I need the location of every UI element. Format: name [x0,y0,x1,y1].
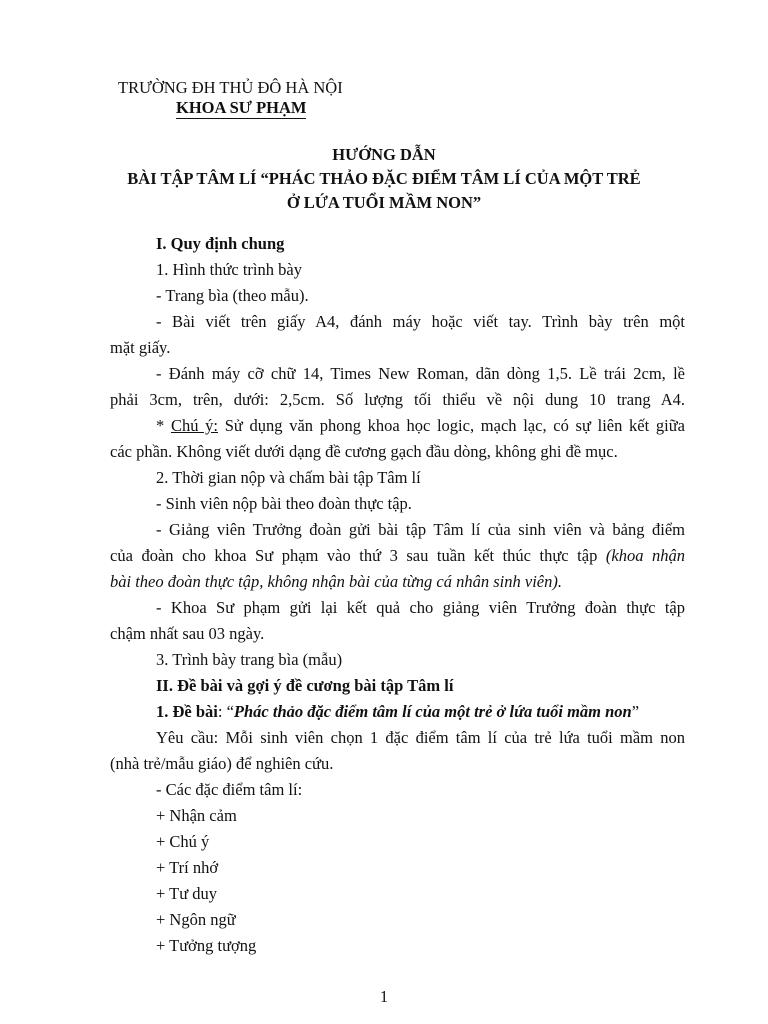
submit-line: - Sinh viên nộp bài theo đoàn thực tập. [156,494,412,513]
trait-item: + Ngôn ngữ [156,910,236,929]
cover-page-line: - Trang bìa (theo mẫu). [156,286,309,305]
topic-close: ” [631,702,640,721]
note-line-b: các phần. Không viết dưới dạng đề cương gạch đầu dòng, không ghi đề mục. [110,442,618,461]
requirement-line-b: (nhà trẻ/mẫu giáo) để nghiên cứu. [110,754,334,773]
doc-title-line1: HƯỚNG DẪN [332,145,436,164]
lecturer-line-b [110,546,685,566]
requirement-line-a: Yêu cầu: Mỗi sinh viên chọn 1 đặc điểm tâm lí của trẻ lứa tuổi mầm non [156,728,685,747]
note-text-a: Sử dụng văn phong khoa học logic, mạch lạc, có sự liên kết giữa [218,416,686,435]
university-name: TRƯỜNG ĐH THỦ ĐÔ HÀ NỘI [118,78,343,97]
result-line-b: chậm nhất sau 03 ngày. [110,624,265,643]
trait-item: + Nhận cảm [156,806,237,825]
lecturer-line-b-plain: của đoàn cho khoa Sư phạm vào thứ 3 sau tuần kết thúc thực tập [110,546,606,565]
faculty-name [176,98,306,118]
section2-heading: II. Đề bài và gợi ý đề cương bài tập Tâm lí [156,676,454,695]
item2-heading: 2. Thời gian nộp và chấm bài tập Tâm lí [156,468,421,487]
topic-line [156,702,639,722]
trait-item: + Chú ý [156,832,210,851]
paper-line-a: - Bài viết trên giấy A4, đánh máy hoặc viết tay. Trình bày trên một [156,312,685,331]
trait-item: + Tư duy [156,884,218,903]
note-line-a [110,416,685,436]
trait-item: + Tưởng tượng [156,936,257,955]
typing-line-a: - Đánh máy cỡ chữ 14, Times New Roman, dãn dòng 1,5. Lề trái 2cm, lề [156,364,685,383]
note-label: Chú ý: [170,416,218,435]
paper-line-b: mặt giấy. [110,338,171,357]
section1-heading: I. Quy định chung [156,234,285,253]
lecturer-line-b-italic: (khoa nhận [605,546,685,565]
result-line-a: - Khoa Sư phạm gửi lại kết quả cho giảng viên Trưởng đoàn thực tập [156,598,685,617]
topic-text: Phác thảo đặc điểm tâm lí của một trẻ ở lứa tuổi mầm non [233,702,632,721]
doc-title-line3: Ở LỨA TUỔI MẦM NON” [286,193,482,212]
lecturer-line-a: - Giảng viên Trưởng đoàn gửi bài tập Tâm lí của sinh viên và bảng điểm [156,520,685,539]
page-number: 1 [379,987,389,1006]
lecturer-line-c: bài theo đoàn thực tập, không nhận bài của từng cá nhân sinh viên). [110,572,562,591]
traits-heading: - Các đặc điểm tâm lí: [156,780,303,799]
note-prefix: * [156,416,171,435]
item1-heading: 1. Hình thức trình bày [156,260,302,279]
item3-heading: 3. Trình bày trang bìa (mẫu) [156,650,343,669]
topic-colon: : “ [217,702,234,721]
faculty-name-text: KHOA SƯ PHẠM [176,98,307,117]
topic-label: 1. Đề bài [156,702,218,721]
typing-line-b: phải 3cm, trên, dưới: 2,5cm. Số lượng tối thiểu về nội dung 10 trang A4. [110,390,685,409]
trait-item: + Trí nhớ [156,858,219,877]
doc-title-line2: BÀI TẬP TÂM LÍ “PHÁC THẢO ĐẶC ĐIỂM TÂM LÍ CỦA MỘT TRẺ [127,169,641,188]
